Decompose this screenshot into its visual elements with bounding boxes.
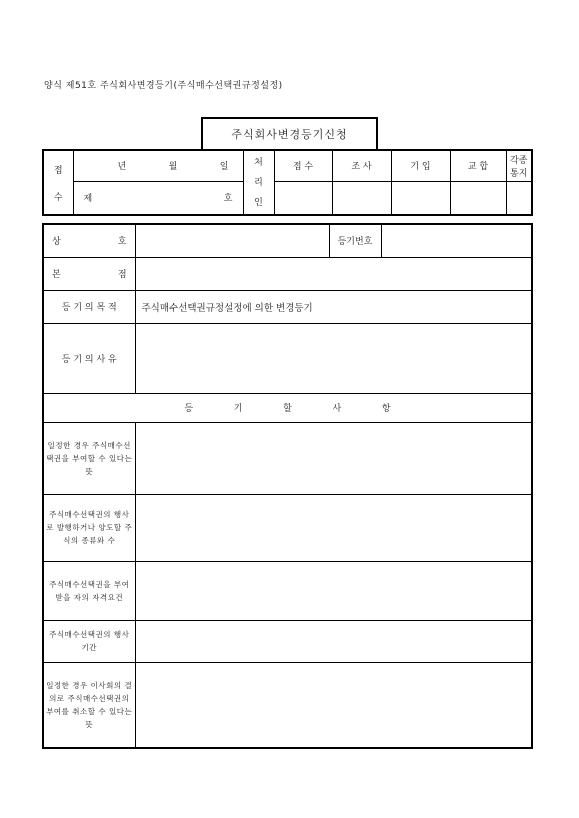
item-label-grant-option: 일정한 경우 주식매수선택권을 부여할 수 있다는 뜻 (43, 422, 135, 494)
collation-stamp-cell[interactable] (450, 181, 506, 215)
receipt-stamp-cell[interactable] (274, 181, 332, 215)
col-collation: 교 합 (450, 150, 506, 181)
processor-label-cell (243, 150, 274, 215)
col-entry: 기 입 (391, 150, 450, 181)
processor-label-3: 인 (254, 197, 263, 208)
form-title: 주식회사변경등기신청 (201, 117, 378, 149)
reg-number-label: 등기번호 (329, 224, 381, 257)
matters-header-char: 기 (233, 404, 243, 414)
form-code: 양식 제51호 주식회사변경등기(주식매수선택권규정설정) (44, 81, 283, 91)
matters-header (43, 393, 532, 422)
receipt-label-su: 수 (53, 192, 63, 203)
review-stamp-cell[interactable] (332, 181, 391, 215)
processor-label-2: 리 (254, 177, 263, 188)
matters-header-char: 항 (381, 404, 391, 414)
number-prefix: 제 (83, 194, 93, 205)
col-receipt: 접 수 (274, 150, 332, 181)
purpose-value[interactable]: 주식매수선택권규정설정에 의한 변경등기 (135, 290, 532, 323)
item-field-share-type-count[interactable] (135, 494, 532, 561)
matters-header-char: 할 (283, 404, 292, 414)
item-field-exercise-period[interactable] (135, 620, 532, 662)
receipt-label-cell (43, 150, 73, 215)
purpose-label: 등 기 의 목 적 (43, 290, 135, 323)
item-field-grant-option[interactable] (135, 422, 532, 494)
item-label-eligibility: 주식매수선택권을 부여받을 자의 자격요건 (43, 561, 135, 620)
item-field-eligibility[interactable] (135, 561, 532, 620)
cause-field[interactable] (135, 323, 532, 393)
trade-name-field[interactable] (135, 224, 329, 257)
application-table (42, 223, 533, 749)
item-label-exercise-period: 주식매수선택권의 행사기간 (43, 620, 135, 662)
receipt-table (42, 149, 533, 216)
col-review: 조 사 (332, 150, 391, 181)
head-office-field[interactable] (135, 257, 532, 290)
day-label: 일 (219, 162, 229, 173)
notices-stamp-cell[interactable] (506, 181, 532, 215)
matters-header-char: 등 (184, 404, 194, 414)
number-suffix: 호 (223, 194, 233, 205)
cause-label: 등 기 의 사 유 (43, 323, 135, 393)
month-label: 월 (168, 162, 178, 173)
receipt-date-cell[interactable] (73, 150, 243, 181)
col-notices: 각종통지 (506, 150, 532, 181)
receipt-label-jeop: 접 (53, 165, 63, 176)
head-office-label: 본 점 (43, 257, 135, 290)
trade-name-label: 상 호 (43, 224, 135, 257)
entry-stamp-cell[interactable] (391, 181, 450, 215)
item-label-share-type-count: 주식매수선택권의 행사로 발행하거나 양도할 주식의 종류와 수 (43, 494, 135, 561)
matters-header-char: 사 (332, 404, 342, 414)
item-label-cancellation: 일정한 경우 이사회의 결의로 주식매수선택권의 부여를 취소할 수 있다는 뜻 (43, 662, 135, 748)
year-label: 년 (117, 162, 127, 173)
item-field-cancellation[interactable] (135, 662, 532, 748)
reg-number-field[interactable] (381, 224, 532, 257)
receipt-number-cell[interactable] (73, 181, 243, 215)
processor-label-1: 처 (254, 157, 263, 168)
